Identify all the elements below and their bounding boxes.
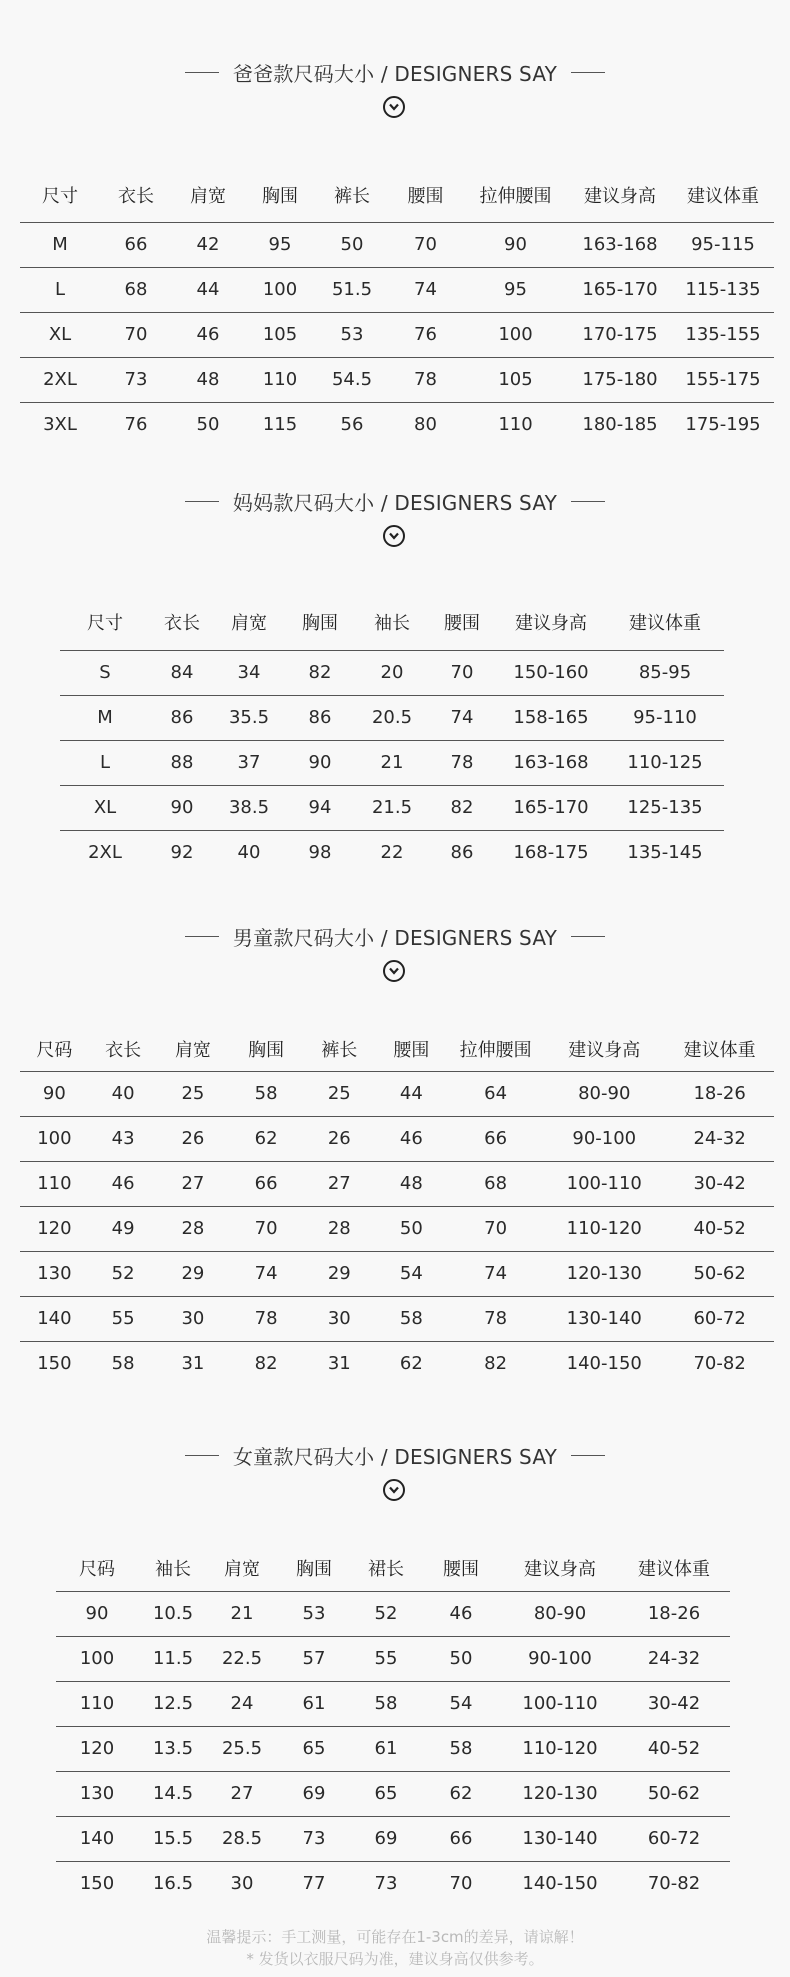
table-cell: 70	[448, 1206, 543, 1251]
table-row	[20, 1071, 774, 1116]
table-row	[56, 1681, 730, 1726]
table-row	[20, 1161, 774, 1206]
table-cell: 110	[244, 357, 316, 402]
header-cell: 尺码	[36, 1039, 73, 1061]
table-cell: 110-120	[543, 1206, 665, 1251]
table-cell: 10.5	[138, 1591, 208, 1636]
table-cell: 110	[463, 402, 568, 447]
table-cell: 73	[352, 1861, 420, 1906]
table-cell: 86	[150, 695, 214, 740]
table-cell: 100	[20, 1116, 89, 1161]
table-cell: 90	[284, 740, 356, 785]
table-cell: 105	[463, 357, 568, 402]
table-cell: 37	[214, 740, 284, 785]
table-cell: 58	[352, 1681, 420, 1726]
section-title-text: 男童款尺码大小 / DESIGNERS SAY	[232, 926, 558, 950]
table-cell: 100	[56, 1636, 138, 1681]
table-cell: 27	[304, 1161, 375, 1206]
table-cell: M	[20, 222, 100, 267]
table-cell: 80-90	[502, 1591, 618, 1636]
size-table	[20, 168, 774, 447]
table-row	[60, 695, 724, 740]
title-dash-left	[185, 501, 219, 502]
table-cell: 43	[89, 1116, 158, 1161]
table-cell: 53	[316, 312, 388, 357]
table-cell: 98	[284, 830, 356, 875]
table-cell: 25.5	[208, 1726, 276, 1771]
table-header	[56, 1546, 730, 1591]
table-cell: 90	[463, 222, 568, 267]
table-cell: 58	[228, 1071, 303, 1116]
chevron-down-icon	[383, 1479, 405, 1501]
table-cell: 140-150	[543, 1341, 665, 1386]
table-cell: 62	[228, 1116, 303, 1161]
header-cell: 建议体重	[687, 185, 759, 207]
table-cell: 115-135	[672, 267, 774, 312]
table-cell: 27	[157, 1161, 228, 1206]
table-cell: 90-100	[543, 1116, 665, 1161]
header-cell: 腰围	[393, 1039, 430, 1061]
table-cell: 14.5	[138, 1771, 208, 1816]
table-cell: 66	[448, 1116, 543, 1161]
table-cell: L	[60, 740, 150, 785]
table-cell: 130	[56, 1771, 138, 1816]
table-cell: 48	[375, 1161, 448, 1206]
table-header	[20, 1027, 774, 1071]
table-cell: 100	[244, 267, 316, 312]
table-cell: 110-120	[502, 1726, 618, 1771]
table-cell: 11.5	[138, 1636, 208, 1681]
table-cell: 2XL	[60, 830, 150, 875]
header-cell: 胸围	[262, 185, 298, 207]
header-cell: 腰围	[407, 185, 444, 207]
table-cell: 82	[228, 1341, 303, 1386]
table-cell: 163-168	[496, 740, 606, 785]
table-cell: 26	[304, 1116, 375, 1161]
table-cell: 70-82	[665, 1341, 774, 1386]
table-cell: 58	[375, 1296, 448, 1341]
title-dash-left	[185, 936, 219, 937]
table-row	[20, 1251, 774, 1296]
table-cell: 50	[420, 1636, 502, 1681]
table-cell: 140-150	[502, 1861, 618, 1906]
table-cell: 60-72	[618, 1816, 730, 1861]
table-cell: 58	[89, 1341, 158, 1386]
table-cell: 46	[172, 312, 244, 357]
table-cell: 100-110	[543, 1161, 665, 1206]
table-cell: 40	[214, 830, 284, 875]
table-cell: 54.5	[316, 357, 388, 402]
table-cell: 175-195	[672, 402, 774, 447]
table-cell: 13.5	[138, 1726, 208, 1771]
size-table	[60, 595, 724, 875]
table-cell: 74	[448, 1251, 543, 1296]
table-cell: 25	[304, 1071, 375, 1116]
table-cell: 130	[20, 1251, 89, 1296]
table-cell: 40	[89, 1071, 158, 1116]
header-cell: 建议身高	[568, 1039, 641, 1061]
section-title-text: 妈妈款尺码大小 / DESIGNERS SAY	[232, 491, 558, 515]
table-cell: 55	[89, 1296, 158, 1341]
table-cell: 110-125	[606, 740, 724, 785]
table-cell: 110	[56, 1681, 138, 1726]
title-dash-right	[571, 72, 605, 73]
table-cell: 88	[150, 740, 214, 785]
table-cell: 54	[420, 1681, 502, 1726]
table-cell: 46	[420, 1591, 502, 1636]
header-cell: 肩宽	[224, 1559, 260, 1581]
table-cell: 70	[428, 650, 496, 695]
table-cell: 56	[316, 402, 388, 447]
table-cell: 158-165	[496, 695, 606, 740]
table-cell: 84	[150, 650, 214, 695]
table-row	[60, 830, 724, 875]
table-cell: 100	[463, 312, 568, 357]
table-cell: 69	[352, 1816, 420, 1861]
table-cell: 31	[157, 1341, 228, 1386]
table-cell: 80	[388, 402, 463, 447]
table-cell: 95	[463, 267, 568, 312]
table-cell: 110	[20, 1161, 89, 1206]
table-cell: 20	[356, 650, 428, 695]
table-row	[20, 1341, 774, 1386]
table-cell: 95-115	[672, 222, 774, 267]
table-cell: XL	[20, 312, 100, 357]
table-cell: 150	[56, 1861, 138, 1906]
header-cell: 腰围	[444, 613, 480, 635]
table-cell: 30-42	[665, 1161, 774, 1206]
table-cell: 85-95	[606, 650, 724, 695]
table-cell: 66	[228, 1161, 303, 1206]
table-cell: 175-180	[568, 357, 672, 402]
table-cell: 82	[428, 785, 496, 830]
title-dash-right	[571, 501, 605, 502]
table-cell: 57	[276, 1636, 352, 1681]
header-cell: 尺寸	[42, 185, 78, 207]
table-cell: 42	[172, 222, 244, 267]
table-cell: 18-26	[665, 1071, 774, 1116]
table-cell: 150	[20, 1341, 89, 1386]
title-dash-right	[571, 1455, 605, 1456]
table-cell: 44	[172, 267, 244, 312]
table-cell: 70-82	[618, 1861, 730, 1906]
table-cell: 125-135	[606, 785, 724, 830]
table-cell: 28	[157, 1206, 228, 1251]
table-cell: 86	[428, 830, 496, 875]
header-cell: 衣长	[118, 185, 154, 207]
table-cell: 120	[56, 1726, 138, 1771]
table-cell: L	[20, 267, 100, 312]
table-cell: 80-90	[543, 1071, 665, 1116]
table-cell: 78	[428, 740, 496, 785]
table-cell: 76	[100, 402, 172, 447]
table-cell: 66	[420, 1816, 502, 1861]
table-row	[20, 1116, 774, 1161]
section-title-text: 女童款尺码大小 / DESIGNERS SAY	[232, 1445, 558, 1469]
table-row	[56, 1636, 730, 1681]
title-dash-left	[185, 1455, 219, 1456]
table-cell: 65	[352, 1771, 420, 1816]
table-cell: 90	[20, 1071, 89, 1116]
table-cell: 73	[100, 357, 172, 402]
table-row	[20, 402, 774, 447]
header-cell: 衣长	[164, 613, 200, 635]
header-cell: 袖长	[155, 1559, 191, 1581]
header-cell: 建议身高	[524, 1559, 596, 1581]
table-cell: 30-42	[618, 1681, 730, 1726]
table-cell: 50	[375, 1206, 448, 1251]
table-cell: 55	[352, 1636, 420, 1681]
section-title	[0, 922, 790, 951]
table-row	[56, 1726, 730, 1771]
table-cell: 70	[228, 1206, 303, 1251]
table-cell: 95	[244, 222, 316, 267]
table-row	[56, 1591, 730, 1636]
table-cell: 120-130	[502, 1771, 618, 1816]
table-cell: 74	[388, 267, 463, 312]
table-cell: 50-62	[618, 1771, 730, 1816]
table-cell: 48	[172, 357, 244, 402]
table-cell: 2XL	[20, 357, 100, 402]
table-cell: 30	[208, 1861, 276, 1906]
table-cell: 105	[244, 312, 316, 357]
table-cell: 52	[352, 1591, 420, 1636]
title-dash-left	[185, 72, 219, 73]
table-cell: 115	[244, 402, 316, 447]
table-cell: 90	[150, 785, 214, 830]
header-cell: 裤长	[334, 185, 370, 207]
chevron-down-icon	[383, 960, 405, 982]
table-cell: 29	[304, 1251, 375, 1296]
table-cell: 65	[276, 1726, 352, 1771]
table-cell: 180-185	[568, 402, 672, 447]
table-cell: 50-62	[665, 1251, 774, 1296]
table-row	[20, 267, 774, 312]
table-cell: 53	[276, 1591, 352, 1636]
table-cell: 50	[172, 402, 244, 447]
section-title-text: 爸爸款尺码大小 / DESIGNERS SAY	[232, 62, 558, 86]
table-cell: 100-110	[502, 1681, 618, 1726]
header-cell: 袖长	[374, 613, 410, 635]
table-cell: 68	[448, 1161, 543, 1206]
table-cell: 73	[276, 1816, 352, 1861]
table-cell: 155-175	[672, 357, 774, 402]
table-cell: 76	[388, 312, 463, 357]
table-cell: 78	[228, 1296, 303, 1341]
table-cell: 34	[214, 650, 284, 695]
table-cell: 40-52	[618, 1726, 730, 1771]
table-cell: 25	[157, 1071, 228, 1116]
table-row	[60, 740, 724, 785]
section-title	[0, 487, 790, 516]
table-cell: 61	[352, 1726, 420, 1771]
header-cell: 胸围	[302, 613, 338, 635]
table-cell: 28.5	[208, 1816, 276, 1861]
table-cell: 20.5	[356, 695, 428, 740]
table-cell: XL	[60, 785, 150, 830]
table-cell: 44	[375, 1071, 448, 1116]
table-cell: 31	[304, 1341, 375, 1386]
table-cell: 66	[100, 222, 172, 267]
table-cell: 49	[89, 1206, 158, 1251]
header-cell: 建议身高	[515, 613, 587, 635]
table-cell: 24-32	[618, 1636, 730, 1681]
table-cell: 60-72	[665, 1296, 774, 1341]
header-cell: 衣长	[105, 1039, 142, 1061]
table-cell: 70	[388, 222, 463, 267]
table-row	[20, 1296, 774, 1341]
table-cell: 77	[276, 1861, 352, 1906]
table-cell: 69	[276, 1771, 352, 1816]
table-cell: 22.5	[208, 1636, 276, 1681]
table-cell: 30	[304, 1296, 375, 1341]
header-cell: 尺寸	[87, 613, 123, 635]
table-cell: 135-155	[672, 312, 774, 357]
table-header	[20, 168, 774, 222]
table-cell: 46	[89, 1161, 158, 1206]
table-cell: 163-168	[568, 222, 672, 267]
header-cell: 拉伸腰围	[459, 1039, 532, 1061]
table-cell: 82	[284, 650, 356, 695]
table-cell: 50	[316, 222, 388, 267]
table-cell: 61	[276, 1681, 352, 1726]
section-title	[0, 58, 790, 87]
table-cell: 68	[100, 267, 172, 312]
table-cell: 51.5	[316, 267, 388, 312]
table-cell: 21	[208, 1591, 276, 1636]
header-cell: 裤长	[321, 1039, 358, 1061]
table-cell: 28	[304, 1206, 375, 1251]
table-cell: 82	[448, 1341, 543, 1386]
chevron-down-icon	[383, 96, 405, 118]
header-cell: 拉伸腰围	[479, 185, 552, 207]
table-cell: 130-140	[543, 1296, 665, 1341]
section-title	[0, 1441, 790, 1470]
table-cell: 90-100	[502, 1636, 618, 1681]
table-cell: 140	[56, 1816, 138, 1861]
table-cell: 22	[356, 830, 428, 875]
table-cell: 120	[20, 1206, 89, 1251]
table-cell: 24	[208, 1681, 276, 1726]
table-cell: 54	[375, 1251, 448, 1296]
table-cell: 62	[375, 1341, 448, 1386]
table-cell: 64	[448, 1071, 543, 1116]
table-cell: 18-26	[618, 1591, 730, 1636]
size-table	[20, 1027, 774, 1386]
footer-note	[0, 1926, 790, 1970]
table-cell: 29	[157, 1251, 228, 1296]
table-row	[56, 1771, 730, 1816]
table-row	[56, 1816, 730, 1861]
table-cell: 86	[284, 695, 356, 740]
table-row	[20, 357, 774, 402]
table-cell: 12.5	[138, 1681, 208, 1726]
header-cell: 建议体重	[638, 1559, 710, 1581]
table-cell: 150-160	[496, 650, 606, 695]
size-table	[56, 1546, 730, 1906]
chevron-down-icon	[383, 525, 405, 547]
table-cell: 52	[89, 1251, 158, 1296]
header-cell: 肩宽	[231, 613, 267, 635]
table-header	[60, 595, 724, 650]
table-cell: 90	[56, 1591, 138, 1636]
table-cell: 165-170	[568, 267, 672, 312]
table-cell: 38.5	[214, 785, 284, 830]
table-row	[20, 1206, 774, 1251]
table-cell: 70	[100, 312, 172, 357]
table-cell: 62	[420, 1771, 502, 1816]
header-cell: 建议身高	[584, 185, 656, 207]
header-cell: 肩宽	[174, 1039, 211, 1061]
table-cell: 40-52	[665, 1206, 774, 1251]
footer-line-2: * 发货以衣服尺码为准，建议身高仅供参考。	[246, 1950, 544, 1968]
table-cell: 135-145	[606, 830, 724, 875]
table-cell: 27	[208, 1771, 276, 1816]
table-row	[60, 785, 724, 830]
table-cell: 15.5	[138, 1816, 208, 1861]
header-cell: 肩宽	[190, 185, 226, 207]
table-cell: 170-175	[568, 312, 672, 357]
table-cell: 165-170	[496, 785, 606, 830]
table-cell: 30	[157, 1296, 228, 1341]
table-cell: 140	[20, 1296, 89, 1341]
table-row	[20, 222, 774, 267]
header-cell: 建议体重	[683, 1039, 756, 1061]
table-cell: S	[60, 650, 150, 695]
title-dash-right	[571, 936, 605, 937]
table-cell: 92	[150, 830, 214, 875]
header-cell: 胸围	[248, 1039, 285, 1061]
footer-line-1: 温馨提示：手工测量，可能存在1-3cm的差异，请谅解！	[206, 1928, 584, 1946]
table-cell: 3XL	[20, 402, 100, 447]
table-cell: 78	[388, 357, 463, 402]
table-cell: 24-32	[665, 1116, 774, 1161]
header-cell: 尺码	[79, 1559, 115, 1581]
table-cell: 46	[375, 1116, 448, 1161]
table-cell: 58	[420, 1726, 502, 1771]
table-row	[20, 312, 774, 357]
table-cell: 21.5	[356, 785, 428, 830]
table-cell: 35.5	[214, 695, 284, 740]
table-cell: M	[60, 695, 150, 740]
header-cell: 建议体重	[629, 613, 701, 635]
table-cell: 74	[428, 695, 496, 740]
table-cell: 74	[228, 1251, 303, 1296]
table-cell: 130-140	[502, 1816, 618, 1861]
table-cell: 168-175	[496, 830, 606, 875]
table-cell: 78	[448, 1296, 543, 1341]
table-cell: 94	[284, 785, 356, 830]
table-cell: 70	[420, 1861, 502, 1906]
table-cell: 95-110	[606, 695, 724, 740]
header-cell: 裙长	[368, 1559, 404, 1581]
table-cell: 16.5	[138, 1861, 208, 1906]
header-cell: 腰围	[443, 1559, 479, 1581]
table-row	[60, 650, 724, 695]
table-cell: 120-130	[543, 1251, 665, 1296]
table-cell: 21	[356, 740, 428, 785]
table-cell: 26	[157, 1116, 228, 1161]
table-row	[56, 1861, 730, 1906]
header-cell: 胸围	[296, 1559, 332, 1581]
